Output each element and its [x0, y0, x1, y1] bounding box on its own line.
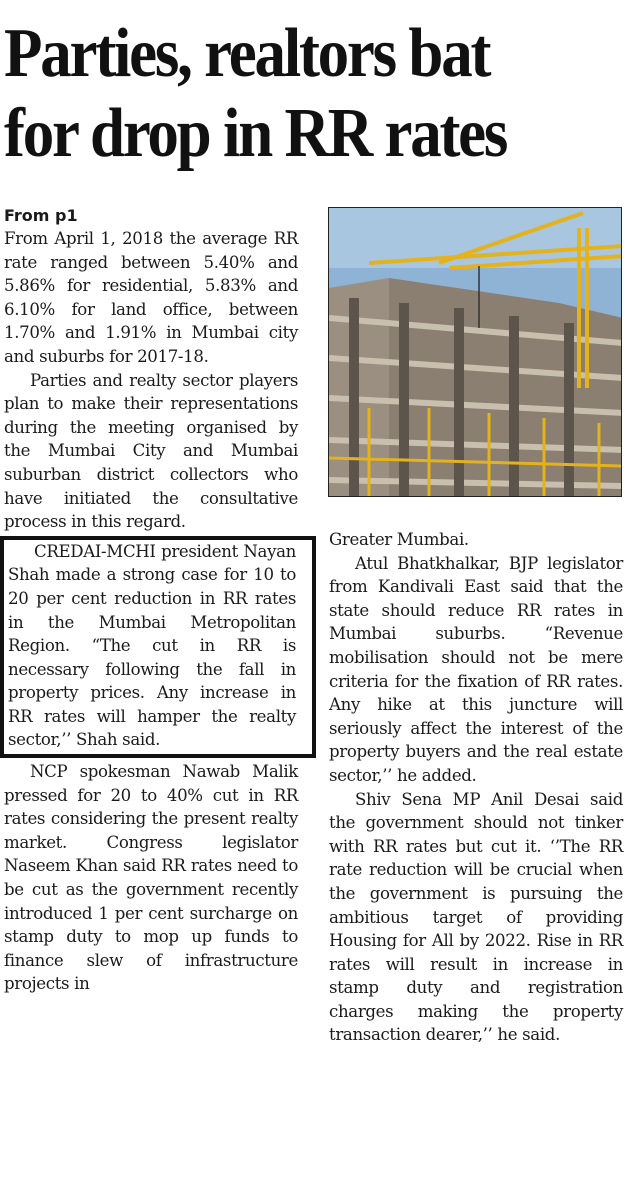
headline-line-1: Parties, realtors bat [4, 15, 490, 92]
paragraph-credai-quote: CREDAI-MCHI president Nayan Shah made a strong case for 10 to 20 per cent reduction in RR rates in the Mumbai Metropolitan Region. “The cut in RR is necessary following the fall in property prices. Any increase in RR rates will hamper the realty sector,’’ Shah said. [8, 541, 296, 750]
paragraph-ncp-congress: NCP spokesman Nawab Malik pressed for 20 to 40% cut in RR rates considering the present realty market. Congress legislator Naseem Khan said RR rates need to be cut as the government recently introduced 1 per cent surcharge on stamp duty to mop up funds to finance slew of infrastructure projects in [4, 762, 298, 994]
boxed-quote [0, 536, 316, 758]
construction-photo [328, 207, 622, 497]
paragraph-rr-rates-range: From April 1, 2018 the average RR rate ranged between 5.40% and 5.86% for residential, 5.83% and 6.10% for land office, between 1.70% and 1.91% in Mumbai city and suburbs for 2017-18. [4, 229, 298, 366]
paragraph-representations: Parties and realty sector players plan to make their representations during the meeting organised by the Mumbai City and Mumbai suburban district collectors who have initiated the consultative process in this regard. [4, 370, 298, 532]
construction-site-image [329, 208, 622, 497]
paragraph-shiv-sena-quote: Shiv Sena MP Anil Desai said the government should not tinker with RR rates but cut it. ‘’The RR rate reduction will be crucial when the government is pursuing the ambitious target of providing Housing for All by 2022. Rise in RR rates will result in increase in stamp duty and registration charges making the property transaction dearer,’’ he said. [329, 789, 623, 1045]
paragraph-greater-mumbai: Greater Mumbai. [329, 530, 469, 549]
headline [4, 14, 560, 174]
paragraph-bjp-quote: Atul Bhatkhalkar, BJP legislator from Kandivali East said that the state should reduce RR rates in Mumbai suburbs. “Revenue mobilisation should not be mere criteria for the fixation of RR rates. Any hike at this juncture will seriously affect the interest of the property buyers and the real estate sector,’’ he added. [329, 553, 623, 785]
kicker-from-p1: From p1 [4, 206, 78, 225]
left-column [4, 205, 298, 996]
right-column [329, 528, 623, 1047]
headline-line-2: for drop in RR rates [4, 95, 507, 172]
